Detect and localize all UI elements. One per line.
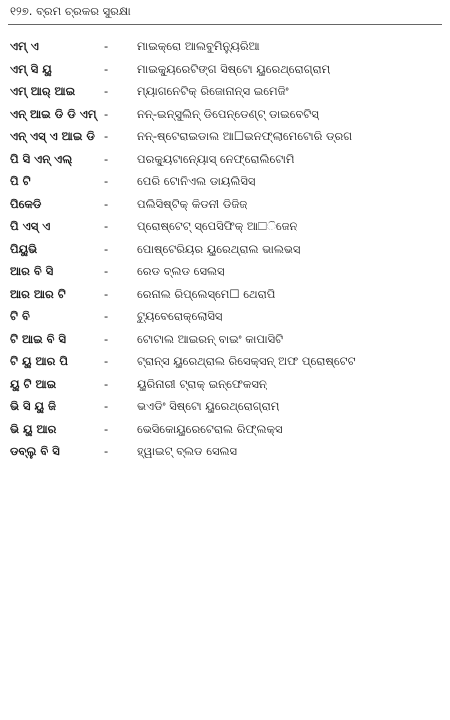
running-head: ୧୨୭. ବ୍ରମ ଚ୍ରକର ସୁରକ୍ଷା [10, 4, 131, 18]
abbreviation-row [0, 105, 450, 128]
abbreviation-row [0, 352, 450, 375]
separator-dash: - [104, 151, 109, 166]
abbreviation-row [0, 285, 450, 308]
abbreviation-expansion: ଭଏଡିଂ ସିଷ୍ଟୋ ୟୁରେଥ୍ରୋଗ୍ରାମ୍ [137, 399, 280, 413]
abbreviation-expansion: ମାଇକ୍ୟୁରେଟିଙ୍ଗ ସିଷ୍ଟୋ ୟୁରେଥ୍ରୋଗ୍ରାମ୍ [137, 61, 331, 76]
abbreviation-row [0, 262, 450, 285]
abbreviation-expansion: ରେଡ ବ୍ଲଡ ସେଲସ୍ [137, 264, 225, 278]
abbreviation-term: ଆର ବି ସି [10, 264, 54, 278]
abbreviation-expansion: ହ୍ୱାଇଟ୍ ବ୍ଲଡ ସେଲସ [137, 444, 237, 458]
abbreviation-row [0, 37, 450, 60]
abbreviation-row [0, 442, 450, 465]
abbreviation-term: ୟୁ ଟି ଆଇ [10, 376, 57, 391]
abbreviation-list [0, 37, 450, 465]
abbreviation-term: ଏମ୍ ଆର୍ ଆଇ [10, 84, 76, 98]
abbreviation-term: ଏମ୍ ସି ୟୁ [10, 61, 52, 76]
abbreviation-expansion: ପରକ୍ୟୁଟାନ୍ୟୋସ୍ ନେଫ୍ରୋଲିଟୋମି [137, 151, 295, 166]
abbreviation-row [0, 420, 450, 443]
separator-dash: - [104, 129, 109, 143]
separator-dash: - [104, 219, 109, 233]
abbreviation-expansion: ମାଇକ୍ରୋ ଆଲବୁମିନ୍ୟୁରିଆ [137, 39, 260, 53]
abbreviation-row [0, 82, 450, 105]
separator-dash: - [104, 444, 109, 458]
abbreviation-term: ଆର ଆର ଟି [10, 286, 66, 301]
abbreviation-expansion: ଟ୍ରାନ୍ସ ୟୁରେଥ୍ରାଲ ରିସେକ୍ସନ୍ ଅଫ ପ୍ରୋଷ୍ଟେଟ [137, 354, 356, 368]
separator-dash: - [104, 309, 109, 323]
separator-dash: - [104, 106, 109, 121]
abbreviation-term: ଟି ଆଇ ବି ସି [10, 331, 67, 346]
abbreviation-term: ଏମ୍ ଏ [10, 39, 39, 53]
abbreviation-expansion: ନନ୍-ଷ୍ଟେରାଇଡାଲ ଆ☐ଇନଫ୍ଲାମେଟୋରି ଡ୍ରଗ [137, 129, 353, 143]
abbreviation-expansion: ରେନାଲ ରିପ୍ଲେସ୍ମେ☐ ଥେରାପି [137, 286, 276, 301]
separator-dash: - [104, 241, 109, 256]
abbreviation-row [0, 375, 450, 398]
abbreviation-row [0, 240, 450, 263]
abbreviation-expansion: ୟୁରିନାରୀ ଟ୍ରାକ୍ ଇନ୍‌ଫେକସନ୍ [137, 376, 267, 391]
abbreviation-row [0, 195, 450, 218]
separator-dash: - [104, 286, 109, 301]
abbreviation-row [0, 397, 450, 420]
separator-dash: - [104, 354, 109, 368]
abbreviation-row [0, 217, 450, 240]
abbreviation-expansion: ମ୍ୟାଗନେଟିକ୍ ରିଜୋନାନ୍ସ ଇମେଜିଂ [137, 84, 289, 98]
abbreviation-term: ଟି ବି [10, 309, 30, 323]
abbreviation-expansion: ଟ୍ୟୁବେରୋକ୍ଲୋସିସ୍ [137, 309, 223, 323]
separator-dash: - [104, 61, 109, 76]
abbreviation-row [0, 127, 450, 150]
abbreviation-row [0, 150, 450, 173]
abbreviation-term: ଡବ୍ଲୁ ବି ସି [10, 444, 60, 458]
abbreviation-term: ପି ଟି [10, 174, 31, 188]
abbreviation-expansion: ଭେସିକୋୟୁରେଟେରାଲ ରିଫ୍ଲକ୍ସ [137, 421, 283, 436]
abbreviation-row [0, 330, 450, 353]
abbreviation-expansion: ପୋଷ୍ଟେରିୟର ୟୁରେଥ୍ରାଲ ଭାଲଭସ୍ [137, 241, 301, 256]
separator-dash: - [104, 196, 109, 211]
separator-dash: - [104, 264, 109, 278]
abbreviation-term: ଏନ୍ ଏସ୍ ଏ ଆଇ ଡି [10, 129, 95, 143]
abbreviation-term: ପି ସି ଏନ୍ ଏଲ୍ [10, 151, 73, 166]
abbreviation-term: ପି ଏସ୍ ଏ [10, 219, 51, 233]
separator-dash: - [104, 331, 109, 346]
abbreviation-row [0, 307, 450, 330]
abbreviation-term: ଭି ସି ୟୁ ଜି [10, 399, 56, 413]
abbreviation-expansion: ନନ୍-ଇନ୍ସୁଲିନ୍ ଡିପେନ୍ଡେଣ୍ଟ୍ ଡାଇବେଟିସ୍ [137, 106, 319, 121]
separator-dash: - [104, 399, 109, 413]
separator-dash: - [104, 84, 109, 98]
separator-dash: - [104, 174, 109, 188]
abbreviation-term: ଭି ୟୁ ଆର [10, 421, 57, 436]
separator-dash: - [104, 421, 109, 436]
abbreviation-expansion: ଟୋଟାଲ ଆଇରନ୍ ବାଇଂ କାପାସିଟି [137, 331, 284, 346]
abbreviation-term: ପିୟୁଭି [10, 241, 38, 256]
abbreviation-expansion: ପଲିସିଷ୍ଟିକ୍ କିଡନୀ ଡିଜିଜ୍ [137, 196, 248, 211]
separator-dash: - [104, 39, 109, 53]
abbreviation-row [0, 172, 450, 195]
abbreviation-term: ଏନ୍ ଆଇ ଡି ଡି ଏମ୍ [10, 106, 97, 121]
abbreviation-expansion: ପ୍ରୋଷ୍ଟେଟ୍ ସ୍ପେସିଫିକ୍ ଆ☐ିଜେନ୍ [137, 219, 298, 233]
abbreviation-expansion: ପେରି ଟୋନିଏଲ ଡାୟଲିସିସ୍ [137, 174, 256, 188]
abbreviation-row [0, 60, 450, 83]
abbreviation-term: ଟି ୟୁ ଆର ପି [10, 354, 68, 368]
separator-dash: - [104, 376, 109, 391]
abbreviation-term: ପିକେଡି [10, 196, 42, 211]
header-rule [8, 24, 442, 25]
